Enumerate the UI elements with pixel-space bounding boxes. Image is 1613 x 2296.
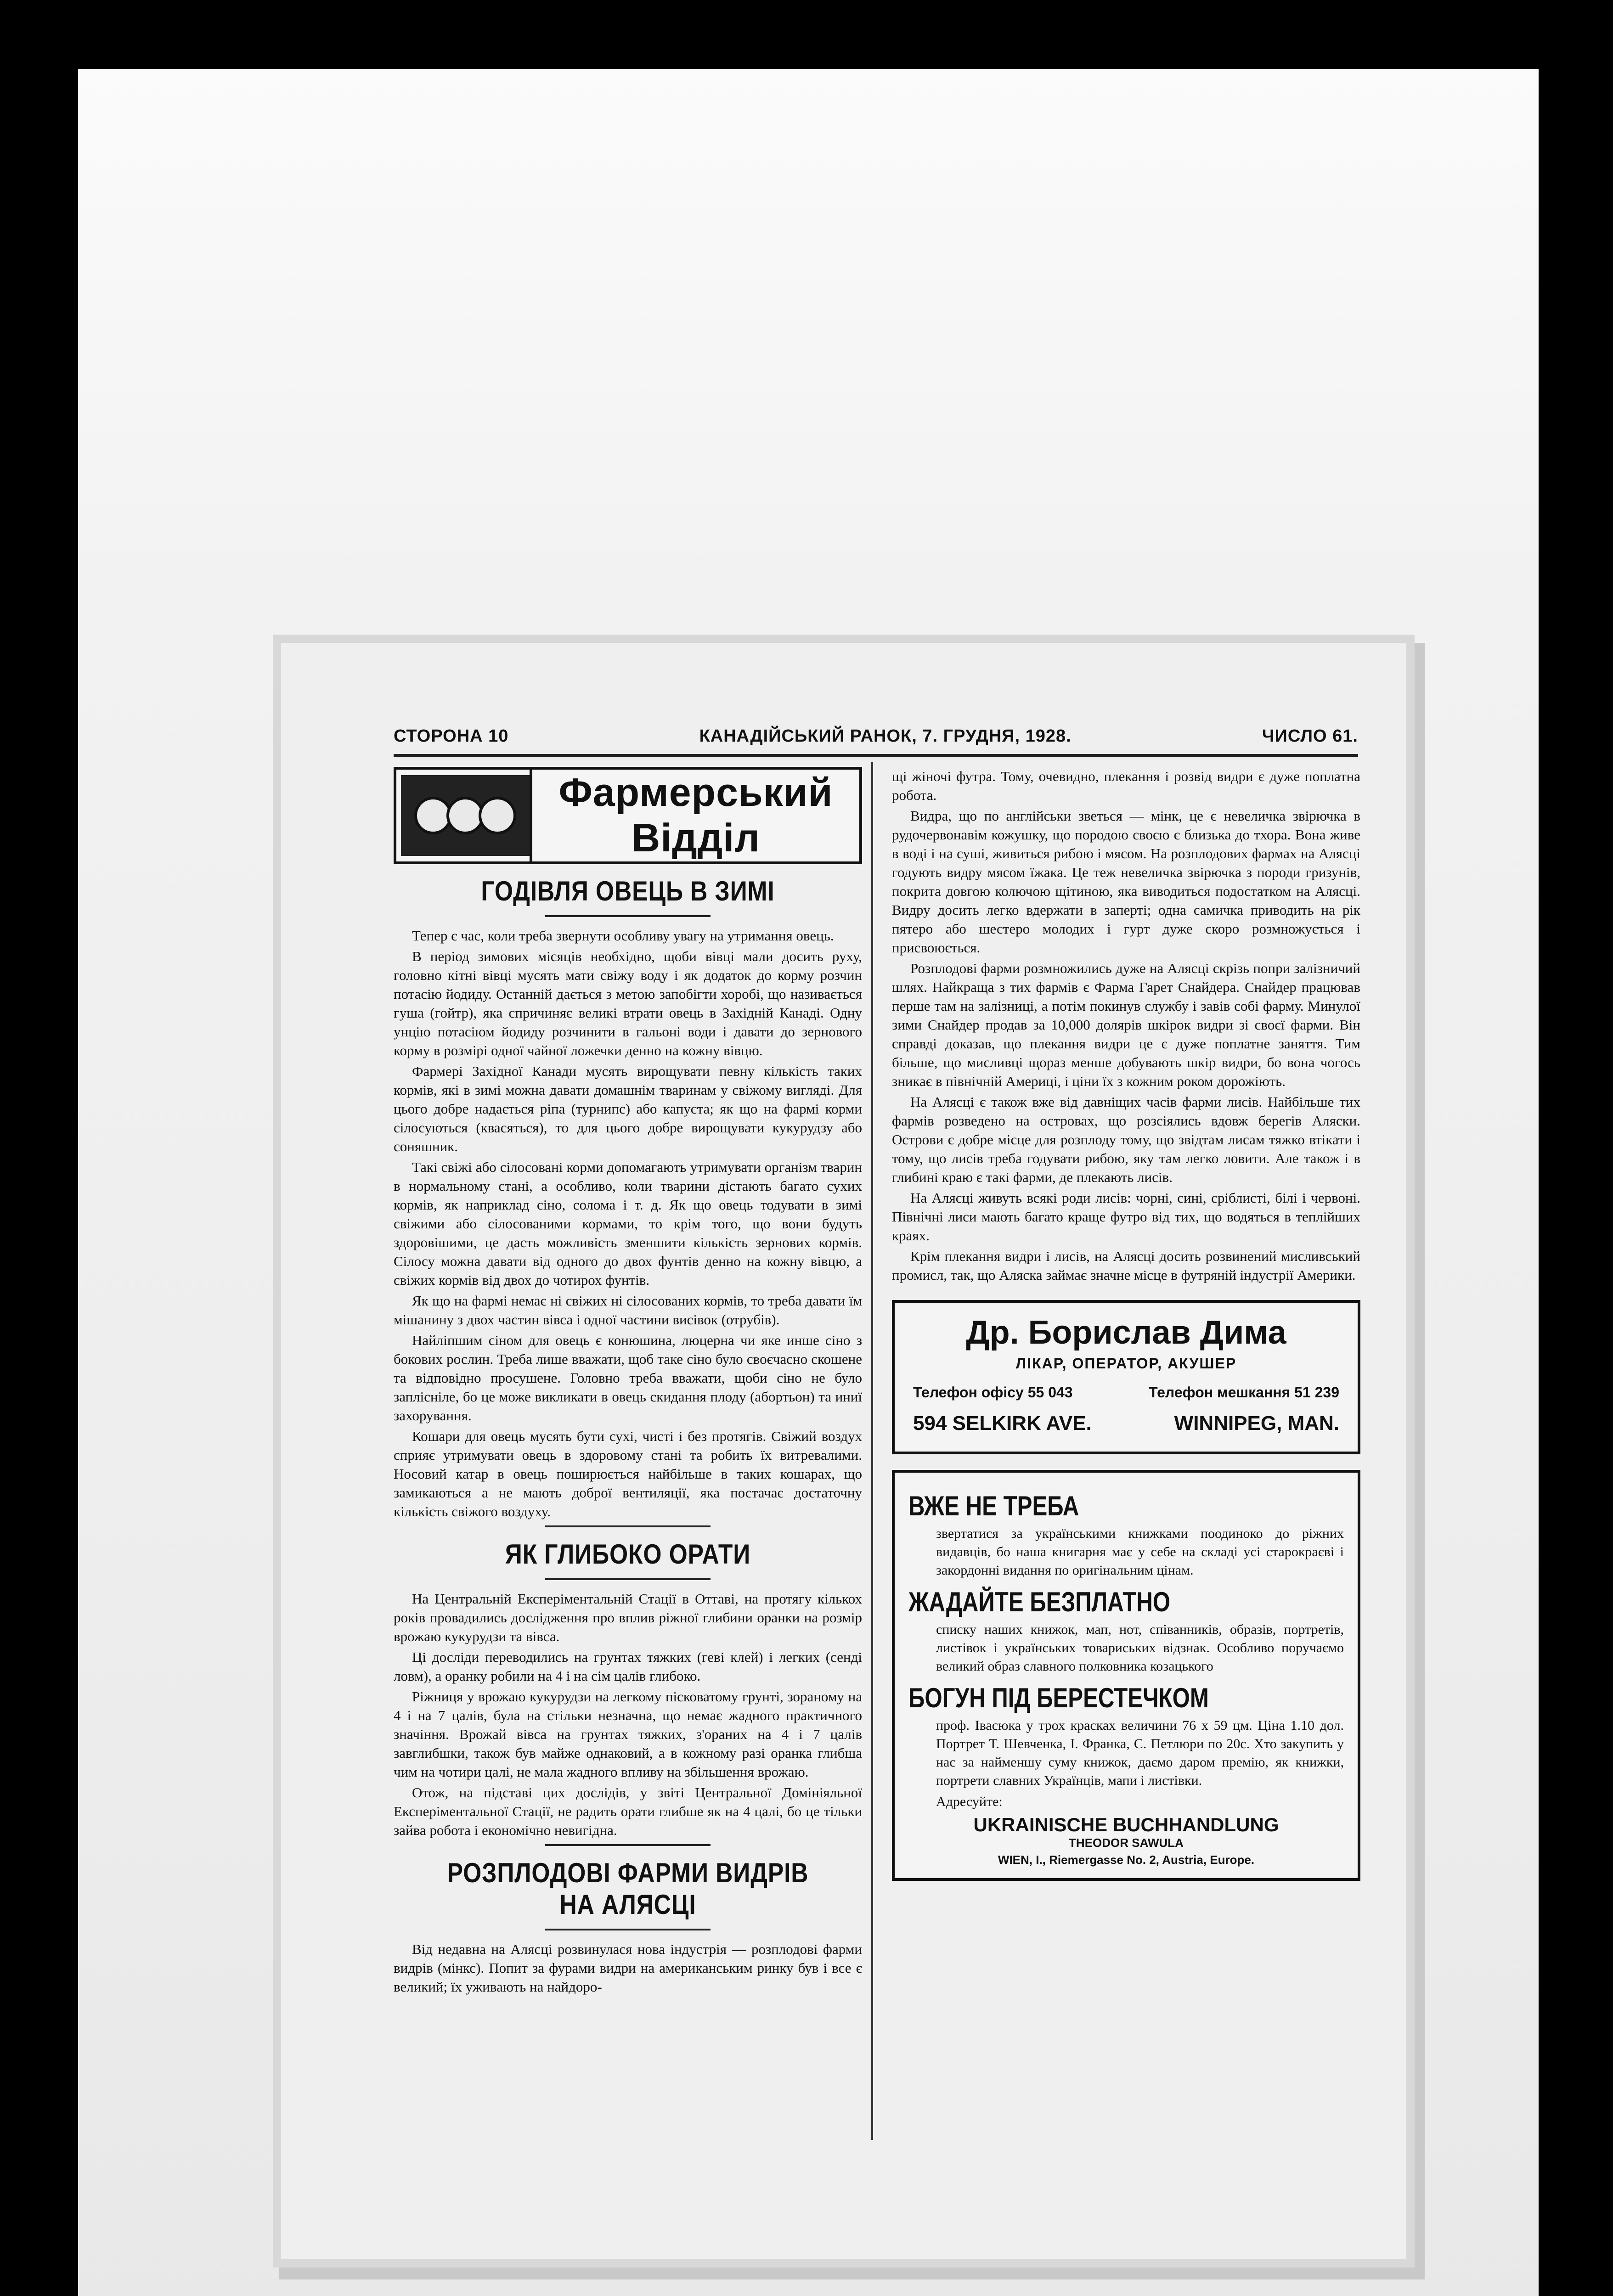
article-paragraph: Найліпшим сіном для овець є конюшина, люцерна чи яке инше сіно з бокових рослин. Треба лише вважати, щоб таке сіно було своєчасно скошене та відповідно просушене. Головно треба вважати, щоби сіно не було заплісніле, бо це може викликати в овець скидання плоду (абортьон) та иниї захорування.	[394, 1332, 862, 1424]
page-header	[394, 720, 1358, 752]
section-rule	[545, 1844, 711, 1846]
article-paragraph: Від недавна на Алясці розвинулася нова індустрія — розплодові фарми видрів (мінкс). Попит за фурами видри на американським ринку був і все є великий; їх уживають на найдоро-	[394, 1941, 862, 1995]
address-row	[913, 1412, 1339, 1435]
tomato-icon	[479, 797, 516, 834]
company-address: WIEN, I., Riemergasse No. 2, Austria, Europe.	[998, 1853, 1255, 1867]
section-banner	[394, 767, 862, 864]
article-paragraph: В період зимових місяців необхідно, щоби вівці мали досить руху, головно кітні вівці мусять мати свіжу воду і як додаток до корму розчин потасію йодиду. Останній дається з метою запобігти хоробі, що називається гуша (гойтр), яка спричиняє великі втрати овець в Західній Канаді. Одну унцію потасіюм йодиду розчинити в гальоні води і давати до зернового корму в розмірі одної чайної ложечки денно на кожну вівцю.	[394, 948, 862, 1058]
company-name: UKRAINISCHE BUCHHANDLUNG	[973, 1814, 1279, 1835]
right-column	[892, 767, 1360, 1881]
article-paragraph: Кошари для овець мусять бути сухі, чисті і без протягів. Свіжий воздух сприяє утримувати овець в здоровому стані та робить їх витревалими. Носовий катар в овець поширюється найбільше в таких кошарах, що замикаються а не мають доброї вентиляції, яка постачає достаточну кількість свіжого воздуху.	[394, 1428, 862, 1519]
company-owner: THEODOR SAWULA	[1069, 1836, 1184, 1850]
issue-number: ЧИСЛО 61.	[1262, 726, 1358, 746]
doctor-title: ЛІКАР, ОПЕРАТОР, АКУШЕР	[1015, 1355, 1237, 1372]
article-paragraph: Крім плекання видри і лисів, на Алясці досить розвинений мисливський промисл, так, що Аляска займає значне місце в футряній індустрії Америки.	[892, 1248, 1360, 1283]
office-phone: Телефон офісу 55 043	[913, 1384, 1073, 1401]
ad-heading: ВЖЕ НЕ ТРЕБА	[908, 1491, 1079, 1521]
header-rule	[394, 754, 1358, 757]
section-title: Фармерський Відділ	[530, 770, 859, 861]
ad-text: проф. Івасюка у трох красках величини 76 x 59 цм. Ціна 1.10 дол. Портрет Т. Шевченка, І. Франка, С. Петлюри по 20c. Хто закупить у нас за найменшу суму книжок, даємо даром премію, як книжки, портрети славних Українців, мапи і листівки.	[936, 1718, 1344, 1788]
article-headline: ГОДІВЛЯ ОВЕЦЬ В ЗИМІ	[481, 876, 775, 906]
ad-heading: ЖАДАЙТЕ БЕЗПЛАТНО	[908, 1587, 1171, 1617]
city: WINNIPEG, MAN.	[1174, 1412, 1339, 1435]
address-label: Адресуйте:	[936, 1794, 1003, 1809]
article-paragraph: Отож, на підставі цих дослідів, у звіті Центральної Домініяльної Експерiментальної Стації, не радить орати глибше як на 4 цалі, бо це тільки зайва робота і економічно невигідна.	[394, 1784, 862, 1838]
section-rule	[545, 1525, 711, 1527]
article-headline: РОЗПЛОДОВІ ФАРМИ ВИДРІВ НА АЛЯСЦІ	[447, 1857, 809, 1920]
article-paragraph: Тепер є час, коли треба звернути особливу увагу на утримання овець.	[412, 928, 834, 944]
article-headline: ЯК ГЛИБОКО ОРАТИ	[505, 1539, 751, 1570]
article-paragraph: На Центральній Експерiментальній Стації в Оттаві, на протягу кількох років провадились дослідження про вплив ріжної глибини оранки на розмір врожаю кукурудзи та вівса.	[394, 1591, 862, 1644]
bookstore-advertisement	[892, 1470, 1360, 1881]
headline-rule	[545, 915, 711, 917]
ad-heading: БОГУН ПІД БЕРЕСТЕЧКОМ	[908, 1683, 1209, 1713]
street-address: 594 SELKIRK AVE.	[913, 1412, 1092, 1435]
left-column	[394, 767, 862, 1998]
vegetables-illustration	[401, 775, 530, 856]
doctor-advertisement	[892, 1300, 1360, 1454]
article-paragraph: Ці досліди переводились на грунтах тяжких (геві клей) і легких (сенді ловм), а оранку робили на 4 і на сім цалів глибоко.	[394, 1649, 862, 1684]
article-paragraph: Розплодові фарми розмножились дуже на Алясці скрізь попри залізничий шлях. Найкраща з тих фармів є Фарма Гарет Снайдера. Снайдер працював перше там на залізниці, а потім покинув службу і завів собі фарму. Минулої зими Снайдер продав за 10,000 долярів шкірок видри зі своєї фарми. Він справді доказав, що плекання видри це є дуже поплатне заняття. Тим більше, що мисливці щораз менше добувають шкір видри, бо вона чогось зникає в північній Америці, і ціни їх з кожним роком дорожіють.	[892, 960, 1360, 1089]
ad-text: списку наших книжок, мап, нот, співанників, образів, портретів, листівок і українських товариських відзнак. Особливо поручаємо великий образ славного полковника козацького	[936, 1622, 1344, 1674]
page-number: СТОРОНА 10	[394, 726, 509, 746]
article-paragraph: Як що на фармі немає ні свіжих ні сілосованих кормів, то треба давати їм мішанину з двох частин вівса і одної частини висівок (отрубів).	[394, 1293, 862, 1328]
doctor-name: Др. Борислав Дима	[966, 1314, 1286, 1351]
article-paragraph: Фармері Західної Канади мусять вирощувати певну кількість таких кормів, які в зимі можна давати домашнім тваринам у свіжому вигляді. Для цього добре надається ріпа (турнипс) або капуста; як що на фармі корми сілосуються (квасяться), то для цього добре вирощувати кукурудзу або соняшник.	[394, 1063, 862, 1154]
newspaper-page	[281, 643, 1406, 2259]
article-paragraph: На Алясці живуть всякі роди лисів: чорні, сині, срiблисті, білі і червоні. Північні лиси мають багато краще футро від тих, що водяться в теплійших краях.	[892, 1190, 1360, 1244]
headline-rule	[545, 1578, 711, 1580]
masthead: КАНАДІЙСЬКИЙ РАНОК, 7. ГРУДНЯ, 1928.	[699, 726, 1072, 746]
phone-row	[913, 1384, 1339, 1401]
column-divider	[871, 762, 873, 2140]
article-paragraph: щі жіночі футра. Тому, очевидно, плекання і розвід видри є дуже поплатна робота.	[892, 768, 1360, 803]
article-paragraph: Такі свіжі або сілосовані корми допомагають утримувати організм тварин в нормальному стані, а особливо, коли тварини дістають багато сухих кормів, як наприклад сіно, солома і т. д. Як що овець тодувати в зимі свіжими або сілосованими кормами, то крім того, що вони будуть здоровішими, це дасть можливість зменшити кількість зернових кормів. Сілосу можна давати від одного до двох фунтів денно на кожну вівцю, а свіжих кормів від двох до чотирох фунтів.	[394, 1159, 862, 1288]
home-phone: Телефон мешкання 51 239	[1149, 1384, 1339, 1401]
headline-rule	[545, 1929, 711, 1930]
ad-text: звертатися за українськими книжками поодиноко до ріжних видавців, бо наша книгарня має у себе на складі усі старокраєві і закордонні видання по оригінальним цінам.	[936, 1526, 1344, 1578]
article-paragraph: Видра, що по англійськи зветься — мінк, це є невеличка звірючка в рудочервонавім кожушку, що породою своєю є близька до тхора. Вона живе в воді і на суші, живиться рибою і мясом. На розплодових фармах на Алясці годують видру мясом їжака. Це теж невеличка звірючка з породи гризунів, покрита довгою колючою щітиною, яка виводиться подостатком на Алясці. Видру досить легко вдержати в заперті; одна самичка приводить на рік пятеро або шестеро молодих і гурт дуже скоро розмножується і присвоюється.	[892, 808, 1360, 956]
article-paragraph: Ріжниця у врожаю кукурудзи на легкому пісковатому грунті, зораному на 4 і на 7 цалів, була на стільки незначна, що немає жадного практичного значіння. Врожай вівса на грунтах тяжких, з'ораних на 4 і 7 цалів завглибшки, також був майже однаковий, а в кожному разі оранка глибша чим на чотири цалі, не мала жадного впливу на збільшення врожаю.	[394, 1688, 862, 1780]
article-paragraph: На Алясці є також вже від давніщих часів фарми лисів. Найбільше тих фармів розведено на островах, що розсіялись вдовж берегів Аляски. Острови є добре місце для розплоду тому, що звідтам лисам тяжко втікати і тому, що лисів треба годувати рибою, яку там легко ловити. Але також і в глибині краю є такі фарми, де плекають лисів.	[892, 1094, 1360, 1185]
